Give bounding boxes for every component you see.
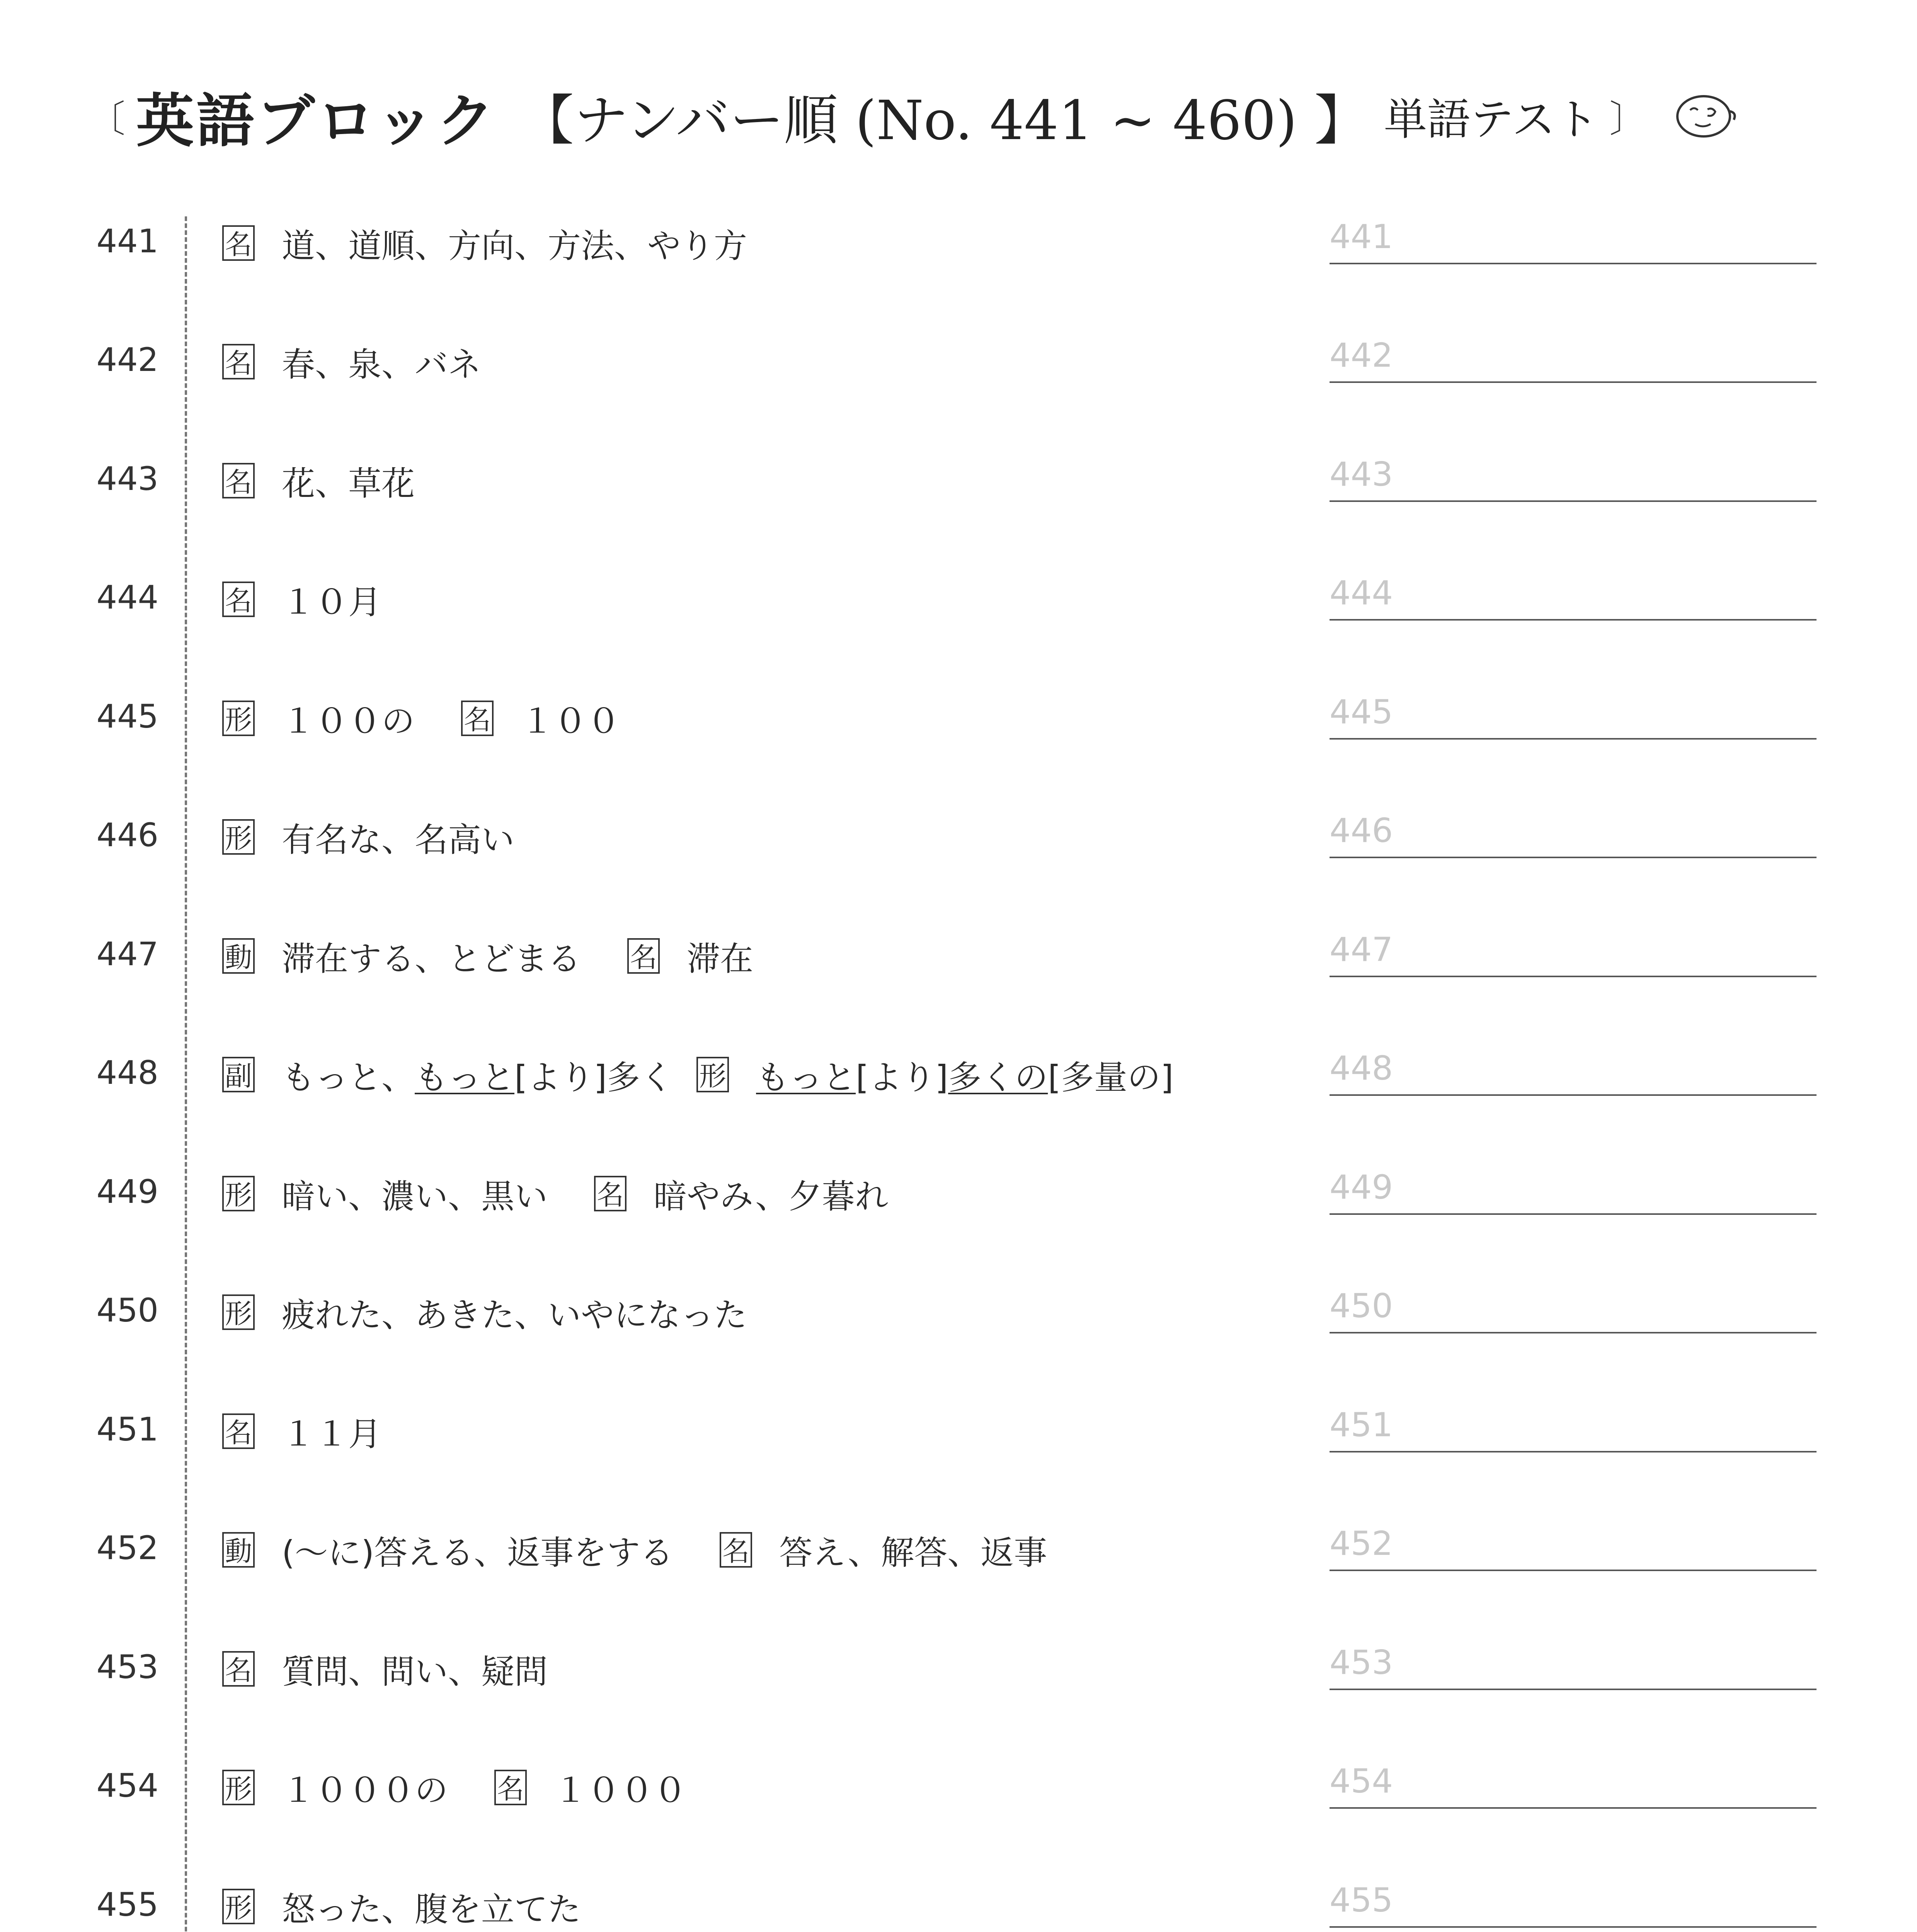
part-of-speech-badge: 形 — [222, 819, 255, 855]
part-of-speech-badge: 形 — [222, 1770, 255, 1805]
answer-hint-number: 443 — [1330, 455, 1393, 494]
meaning-text: 暗い、濃い、黒い — [282, 1177, 548, 1216]
definition — [222, 1170, 888, 1218]
meaning-text-2: １００ — [521, 702, 620, 741]
answer-hint-number: 455 — [1330, 1881, 1393, 1920]
answer-line[interactable] — [1330, 738, 1817, 740]
test-row — [0, 555, 1917, 633]
item-number: 454 — [96, 1767, 158, 1804]
page-header — [77, 71, 1840, 160]
test-row — [0, 1506, 1917, 1583]
item-number: 451 — [96, 1410, 158, 1448]
meaning-text: 滞在する、とどまる — [282, 940, 581, 978]
definition — [222, 694, 620, 742]
item-number: 444 — [96, 578, 158, 616]
meaning-text: 疲れた、あきた、いやになった — [282, 1296, 747, 1335]
meaning-text-2-cont: [より] — [856, 1058, 948, 1097]
part-of-speech-badge: 形 — [222, 1294, 255, 1330]
meaning-text: 怒った、腹を立てた — [282, 1890, 581, 1929]
test-row — [0, 1862, 1917, 1932]
page-title: 【ナンバー順 (No. 441 ~ 460) 】 — [520, 89, 1369, 152]
answer-line[interactable] — [1330, 1451, 1817, 1452]
answer-line[interactable] — [1330, 1213, 1817, 1215]
answer-line[interactable] — [1330, 263, 1817, 264]
meaning-text-2: 答え、解答、返事 — [779, 1534, 1047, 1572]
answer-hint-number: 452 — [1330, 1524, 1393, 1563]
bracket-open: 〔 — [88, 97, 125, 141]
answer-hint-number: 453 — [1330, 1643, 1393, 1682]
item-number: 445 — [96, 697, 158, 735]
answer-line[interactable] — [1330, 1570, 1817, 1571]
answer-line[interactable] — [1330, 1094, 1817, 1096]
answer-line[interactable] — [1330, 381, 1817, 383]
answer-hint-number: 449 — [1330, 1168, 1393, 1207]
brand-logo: 英語ブロック — [136, 87, 497, 155]
answer-hint-number: 454 — [1330, 1762, 1393, 1801]
test-row — [0, 1268, 1917, 1345]
meaning-text: 有名な、名高い — [282, 821, 514, 859]
part-of-speech-badge-2: 名 — [461, 701, 494, 736]
item-number: 442 — [96, 341, 158, 379]
answer-hint-number: 441 — [1330, 218, 1393, 256]
definition — [222, 457, 415, 505]
part-of-speech-badge-2: 名 — [720, 1532, 752, 1568]
meaning-text: (～に)答える、返事をする — [282, 1534, 674, 1572]
part-of-speech-badge: 形 — [222, 1889, 255, 1924]
definition — [222, 1764, 687, 1811]
definition — [222, 219, 747, 267]
meaning-text-underlined: もっと — [415, 1058, 514, 1097]
answer-line[interactable] — [1330, 1807, 1817, 1809]
answer-hint-number: 446 — [1330, 811, 1393, 850]
definition — [222, 1407, 381, 1455]
part-of-speech-badge-2: 形 — [696, 1057, 729, 1092]
meaning-text: １０月 — [282, 583, 381, 622]
answer-hint-number: 448 — [1330, 1049, 1393, 1088]
item-number: 443 — [96, 460, 158, 498]
definition — [222, 932, 753, 980]
part-of-speech-badge: 副 — [222, 1057, 255, 1092]
part-of-speech-badge: 動 — [222, 938, 255, 974]
item-number: 453 — [96, 1648, 158, 1686]
definition — [222, 338, 481, 386]
answer-hint-number: 444 — [1330, 574, 1393, 612]
part-of-speech-badge: 名 — [222, 344, 255, 379]
definition — [222, 1051, 1173, 1099]
part-of-speech-badge: 名 — [222, 225, 255, 261]
answer-hint-number: 450 — [1330, 1287, 1393, 1325]
part-of-speech-badge-2: 名 — [494, 1770, 527, 1805]
part-of-speech-badge: 名 — [222, 463, 255, 498]
test-row — [0, 1625, 1917, 1702]
item-number: 447 — [96, 935, 158, 973]
answer-hint-number: 442 — [1330, 336, 1393, 375]
definition — [222, 813, 514, 861]
definition — [222, 1645, 548, 1693]
meaning-text-2-end: [多量の] — [1048, 1058, 1174, 1097]
definition — [222, 575, 381, 623]
test-row — [0, 912, 1917, 989]
part-of-speech-badge-2: 名 — [627, 938, 660, 974]
meaning-text: １０００の — [282, 1771, 448, 1810]
meaning-text-2: １０００ — [554, 1771, 687, 1810]
meaning-text: 道、道順、方向、方法、やり方 — [282, 227, 747, 265]
test-row — [0, 318, 1917, 395]
answer-line[interactable] — [1330, 619, 1817, 621]
page-subtitle: 単語テスト — [1384, 94, 1599, 145]
answer-hint-number: 451 — [1330, 1406, 1393, 1444]
test-row — [0, 1150, 1917, 1227]
answer-line[interactable] — [1330, 1689, 1817, 1690]
meaning-text-2-underlined-b: 多くの — [948, 1058, 1048, 1097]
meaning-text-2: 滞在 — [687, 940, 753, 978]
test-row — [0, 793, 1917, 870]
answer-line[interactable] — [1330, 1926, 1817, 1928]
definition — [222, 1288, 747, 1336]
answer-line[interactable] — [1330, 1332, 1817, 1333]
meaning-text: １１月 — [282, 1415, 381, 1454]
part-of-speech-badge: 形 — [222, 1176, 255, 1211]
item-number: 441 — [96, 222, 158, 260]
answer-hint-number: 447 — [1330, 930, 1393, 969]
test-row — [0, 199, 1917, 276]
answer-hint-number: 445 — [1330, 693, 1393, 731]
part-of-speech-badge: 動 — [222, 1532, 255, 1568]
meaning-text-2: 暗やみ、夕暮れ — [654, 1177, 889, 1216]
item-number: 449 — [96, 1173, 158, 1211]
meaning-text: 質問、問い、疑問 — [282, 1653, 548, 1691]
item-number: 446 — [96, 816, 158, 854]
part-of-speech-badge: 名 — [222, 582, 255, 617]
meaning-text-cont: [より]多く — [514, 1058, 674, 1097]
part-of-speech-badge-2: 名 — [594, 1176, 627, 1211]
bracket-close: 〕 — [1609, 97, 1647, 141]
meaning-text: １００の — [282, 702, 415, 741]
item-number: 450 — [96, 1291, 158, 1329]
definition — [222, 1526, 1047, 1574]
test-row — [0, 1743, 1917, 1821]
test-row — [0, 674, 1917, 752]
part-of-speech-badge: 形 — [222, 701, 255, 736]
meaning-text-2-underlined: もっと — [756, 1058, 856, 1097]
meaning-text: 春、泉、バネ — [282, 345, 481, 384]
part-of-speech-badge: 名 — [222, 1413, 255, 1449]
item-number: 448 — [96, 1054, 158, 1092]
meaning-text: 花、草花 — [282, 464, 415, 503]
smiley-face-icon — [1673, 90, 1738, 142]
definition — [222, 1883, 581, 1930]
part-of-speech-badge: 名 — [222, 1651, 255, 1687]
item-number: 452 — [96, 1529, 158, 1567]
test-row — [0, 1387, 1917, 1464]
item-number: 455 — [96, 1886, 158, 1923]
test-row — [0, 1031, 1917, 1108]
answer-line[interactable] — [1330, 857, 1817, 858]
test-row — [0, 437, 1917, 514]
answer-line[interactable] — [1330, 976, 1817, 977]
answer-line[interactable] — [1330, 500, 1817, 502]
meaning-text: もっと、 — [282, 1058, 415, 1097]
